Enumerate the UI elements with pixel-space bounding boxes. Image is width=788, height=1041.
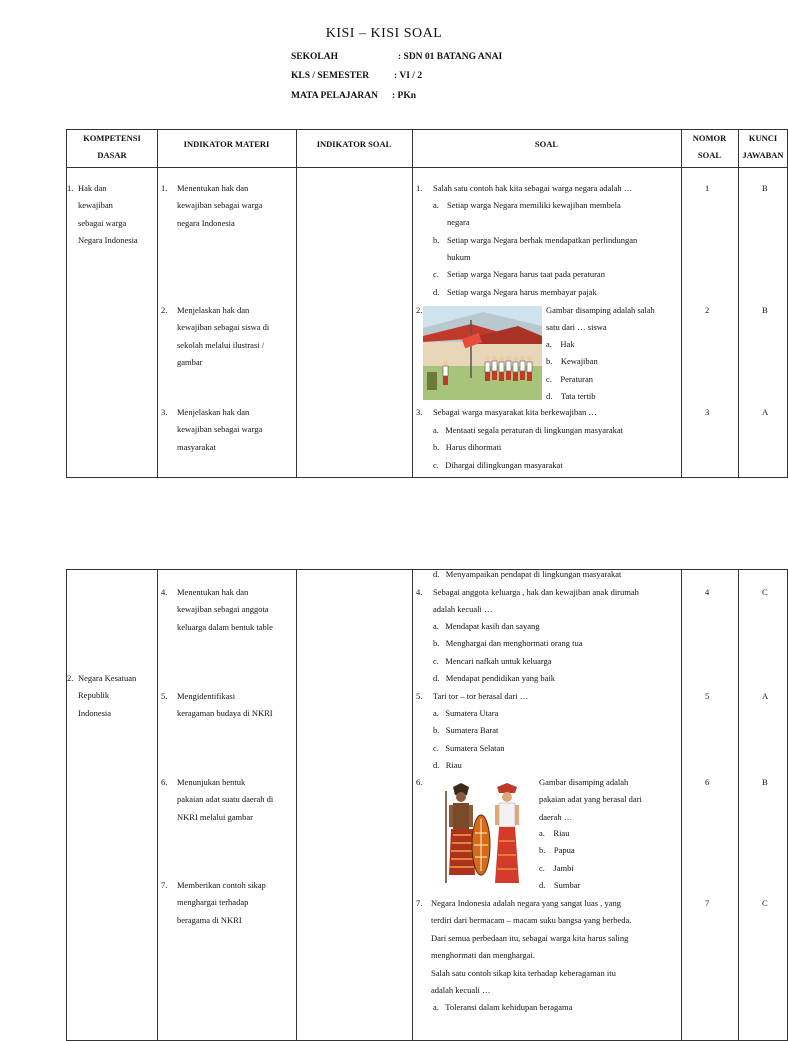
indikator-7-text: Memberikan contoh sikap menghargai terhadap beragama di NKRI: [177, 880, 266, 925]
school-label: SEKOLAH: [291, 52, 338, 62]
q6-text: Gambar disamping adalah pakaian adat yang berasal dari daerah …: [539, 777, 642, 822]
q2-nomor: 2: [705, 305, 710, 315]
header-kompetensi-dasar: KOMPETENSI DASAR: [83, 133, 141, 160]
subject-label: MATA PELAJARAN: [291, 91, 378, 101]
q1-option-a: Setiap warga Negara memiliki kewajiban membela negara: [447, 200, 621, 228]
q1-text: Salah satu contoh hak kita sebagai warga negara adalah …: [433, 183, 633, 193]
header-indikator-materi: INDIKATOR MATERI: [183, 139, 270, 149]
q5-nomor: 5: [705, 691, 710, 701]
q2-options: a. Hak b. Kewajiban c. Peraturan d. Tata tertib: [546, 339, 598, 402]
q4-options: a. Mendapat kasih dan sayang b. Menghargai dan menghormati orang tua c. Mencari nafkah untuk keluarga d. Mendapat pendidikan yang baik: [433, 621, 583, 684]
q6-nomor: 6: [705, 777, 710, 787]
q4-kunci: C: [762, 587, 768, 597]
header-nomor-soal: NOMOR SOAL: [692, 133, 727, 160]
kd-2-text: Negara Kesatuan Republik Indonesia: [78, 673, 137, 718]
q2-kunci: B: [762, 305, 768, 315]
flag-ceremony-illustration: [423, 306, 542, 400]
traditional-costume-illustration: [443, 783, 527, 889]
q3-options: a. Mentaati segala peraturan di lingkungan masyarakat b. Harus dihormati c. Dihargai dilingkungan masyarakat: [433, 425, 624, 470]
q5-kunci: A: [762, 691, 769, 701]
q1-option-b-letter: b.: [433, 235, 440, 245]
document-title: KISI – KISI SOAL: [325, 26, 443, 41]
q7-number: 7.: [416, 898, 423, 908]
q7-option-a: a. Toleransi dalam kehidupan beragama: [433, 1002, 573, 1012]
q1-option-d: Setiap warga Negara harus membayar pajak: [447, 287, 597, 297]
q4-number: 4.: [416, 587, 423, 597]
kisi-table-1: [66, 129, 788, 478]
q1-kunci: B: [762, 183, 768, 193]
indikator-4-text: Menentukan hak dan kewajiban sebagai anggota keluarga dalam bentuk table: [177, 587, 273, 632]
kd-2-number: 2.: [67, 673, 74, 683]
indikator-5-text: Mengidentifikasi keragaman budaya di NKRI: [177, 691, 273, 719]
q3-number: 3.: [416, 407, 423, 417]
q6-options: a. Riau b. Papua c. Jambi d. Sumbar: [539, 828, 581, 891]
q7-nomor: 7: [705, 898, 710, 908]
indikator-2-number: 2.: [161, 305, 168, 315]
q4-nomor: 4: [705, 587, 710, 597]
indikator-6-text: Menunjukan bentuk pakaian adat suatu daerah di NKRI melalui gambar: [177, 777, 274, 822]
q5-number: 5.: [416, 691, 423, 701]
q7-text: Negara Indonesia adalah negara yang sangat luas , yang terdiri dari bermacam – macam suku bangsa yang berbeda. Dari semua perbedaan itu, sebagai warga kita harus saling menghormati dan menghargai. Salah satu contoh sikap kita terhadap keberagaman itu adalah kecuali …: [431, 898, 632, 996]
header-indikator-soal: INDIKATOR SOAL: [316, 139, 392, 149]
indikator-2-text: Menjelaskan hak dan kewajiban sebagai siswa di sekolah melalui ilustrasi / gambar: [177, 305, 270, 368]
q1-option-a-letter: a.: [433, 200, 439, 210]
indikator-4-number: 4.: [161, 587, 168, 597]
school-value: : SDN 01 BATANG ANAI: [398, 52, 503, 62]
q1-number: 1.: [416, 183, 423, 193]
kd-1-text: Hak dan kewajiban sebagai warga Negara Indonesia: [78, 183, 138, 246]
q7-kunci: C: [762, 898, 768, 908]
q1-option-b: Setiap warga Negara berhak mendapatkan perlindungan hukum: [447, 235, 638, 263]
q5-text: Tari tor – tor berasal dari …: [433, 691, 529, 701]
q2-text: Gambar disamping adalah salah satu dari … siswa: [546, 305, 655, 333]
q1-option-d-letter: d.: [433, 287, 440, 297]
q5-options: a. Sumatera Utara b. Sumatera Barat c. Sumatera Selatan d. Riau: [433, 708, 505, 771]
q1-option-c: Setiap warga Negara harus taat pada peraturan: [447, 269, 605, 279]
q3-text: Sebagai warga masyarakat kita berkewajiban …: [433, 407, 597, 417]
class-label: KLS / SEMESTER: [291, 71, 370, 81]
q3-option-d-continued: d. Menyampaikan pendapat di lingkungan masyarakat: [433, 569, 622, 579]
indikator-3-number: 3.: [161, 407, 168, 417]
indikator-5-number: 5.: [161, 691, 168, 701]
indikator-1-number: 1.: [161, 183, 168, 193]
q1-nomor: 1: [705, 183, 710, 193]
q6-number: 6.: [416, 777, 423, 787]
header-soal: SOAL: [534, 139, 559, 149]
q2-number: 2.: [416, 305, 423, 315]
subject-value: : PKn: [392, 91, 417, 101]
indikator-1-text: Menentukan hak dan kewajiban sebagai warga negara Indonesia: [177, 183, 263, 228]
q3-nomor: 3: [705, 407, 710, 417]
indikator-6-number: 6.: [161, 777, 168, 787]
indikator-3-text: Menjelaskan hak dan kewajiban sebagai warga masyarakat: [177, 407, 263, 452]
q3-kunci: A: [762, 407, 769, 417]
q1-option-c-letter: c.: [433, 269, 439, 279]
header-kunci-jawaban: KUNCI JAWABAN: [742, 133, 784, 160]
q6-kunci: B: [762, 777, 768, 787]
kd-1-number: 1.: [67, 183, 74, 193]
indikator-7-number: 7.: [161, 880, 168, 890]
class-value: : VI / 2: [394, 71, 423, 81]
q4-text: Sebagai anggota keluarga , hak dan kewajiban anak dirumah adalah kecuali …: [433, 587, 639, 615]
kisi-table-2: [66, 569, 788, 1041]
